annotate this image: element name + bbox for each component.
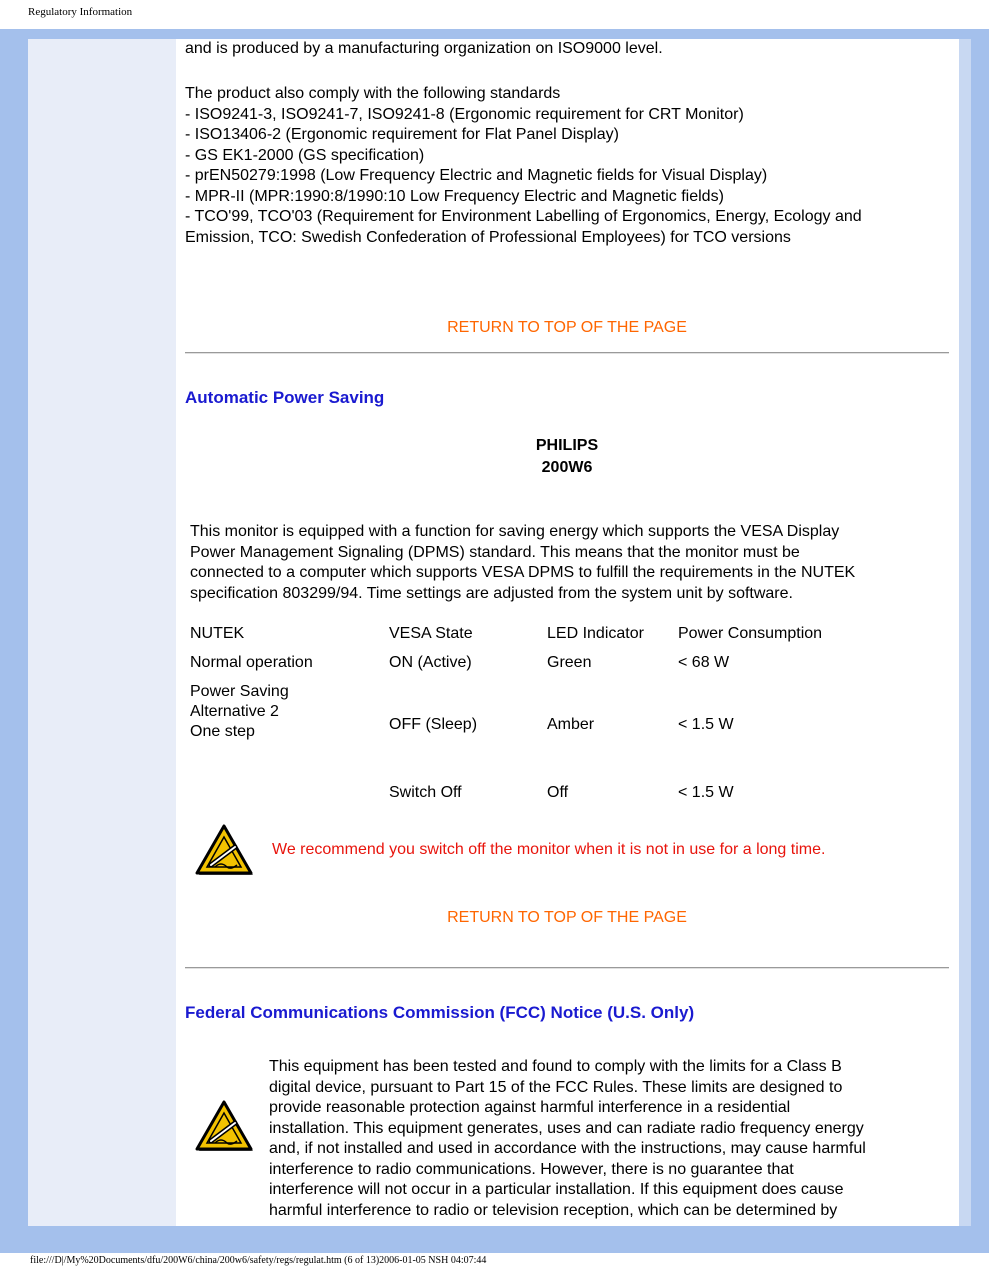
table-cell: < 68 W bbox=[678, 654, 730, 671]
left-panel bbox=[28, 39, 176, 1226]
standards-line: Emission, TCO: Swedish Confederation of Professional Employees) for TCO versions bbox=[185, 228, 791, 246]
table-cell: Amber bbox=[547, 716, 595, 733]
recommendation-text: We recommend you switch off the monitor when it is not in use for a long time. bbox=[272, 841, 826, 858]
content-area bbox=[176, 39, 959, 1226]
table-header-led: LED Indicator bbox=[547, 625, 644, 642]
return-to-top-link[interactable]: RETURN TO TOP OF THE PAGE bbox=[447, 909, 687, 926]
paragraph-line: connected to a computer which supports VESA DPMS to fulfill the requirements in the NUTEK bbox=[190, 564, 856, 581]
table-cell: Alternative 2 bbox=[190, 703, 279, 720]
brand-name: PHILIPS bbox=[535, 437, 599, 454]
standards-line: - GS EK1-2000 (GS specification) bbox=[185, 146, 425, 164]
section-divider bbox=[185, 352, 949, 354]
table-cell: < 1.5 W bbox=[678, 784, 734, 801]
right-stripe bbox=[959, 39, 971, 1226]
paragraph-line: This equipment has been tested and found to comply with the limits for a Class B bbox=[269, 1058, 842, 1075]
table-header-power: Power Consumption bbox=[678, 625, 823, 642]
paragraph-line: specification 803299/94. Time settings are adjusted from the system unit by software. bbox=[190, 584, 793, 602]
table-cell: Power Saving bbox=[190, 683, 289, 700]
warning-pencil-icon bbox=[193, 1099, 255, 1153]
standards-line: The product also comply with the following standards bbox=[185, 85, 561, 102]
standards-line: - prEN50279:1998 (Low Frequency Electric and Magnetic fields for Visual Display) bbox=[185, 167, 768, 184]
section-divider bbox=[185, 967, 949, 969]
table-header-nutek: NUTEK bbox=[190, 625, 245, 642]
warning-pencil-icon bbox=[193, 823, 255, 877]
table-cell: Normal operation bbox=[190, 654, 313, 671]
standards-line: - ISO9241-3, ISO9241-7, ISO9241-8 (Ergonomic requirement for CRT Monitor) bbox=[185, 105, 744, 123]
standards-line: - TCO'99, TCO'03 (Requirement for Environment Labelling of Ergonomics, Energy, Ecology and bbox=[185, 208, 862, 225]
fcc-title: Federal Communications Commission (FCC) Notice (U.S. Only) bbox=[185, 1003, 695, 1022]
print-header-title: Regulatory Information bbox=[28, 6, 133, 18]
paragraph-line: This monitor is equipped with a function for saving energy which supports the VESA Display bbox=[190, 523, 840, 540]
standards-list bbox=[185, 84, 862, 248]
table-header-vesa: VESA State bbox=[389, 625, 473, 642]
paragraph-line: and, if not installed and used in accordance with the instructions, may cause harmful bbox=[269, 1140, 866, 1157]
paragraph-line: installation. This equipment generates, uses and can radiate radio frequency energy bbox=[269, 1119, 864, 1137]
paragraph-line: Power Management Signaling (DPMS) standard. This means that the monitor must be bbox=[190, 543, 800, 561]
standards-line: - MPR-II (MPR:1990:8/1990:10 Low Frequency Electric and Magnetic fields) bbox=[185, 187, 724, 205]
power-saving-title: Automatic Power Saving bbox=[185, 388, 385, 407]
table-cell: Off bbox=[547, 784, 569, 801]
power-saving-paragraph bbox=[190, 522, 910, 604]
table-cell: Switch Off bbox=[389, 784, 462, 801]
standards-line: - ISO13406-2 (Ergonomic requirement for Flat Panel Display) bbox=[185, 126, 619, 143]
print-footer-path: file:///D|/My%20Documents/dfu/200W6/china/200w6/safety/regs/regulat.htm (6 of 13)2006-01-05 NSH 04:07:44 bbox=[30, 1255, 487, 1266]
paragraph-line: digital device, pursuant to Part 15 of the FCC Rules. These limits are designed to bbox=[269, 1078, 843, 1096]
paragraph-line: harmful interference to radio or television reception, which can be determined by bbox=[269, 1201, 838, 1219]
standards-intro-tail: and is produced by a manufacturing organization on ISO9000 level. bbox=[185, 40, 663, 57]
fcc-paragraph bbox=[269, 1057, 919, 1221]
table-cell: ON (Active) bbox=[389, 654, 472, 671]
model-name: 200W6 bbox=[541, 459, 593, 476]
return-to-top-link[interactable]: RETURN TO TOP OF THE PAGE bbox=[447, 319, 687, 336]
paragraph-line: provide reasonable protection against harmful interference in a residential bbox=[269, 1099, 791, 1116]
table-cell: OFF (Sleep) bbox=[389, 716, 478, 733]
table-cell: One step bbox=[190, 723, 255, 740]
table-cell: Green bbox=[547, 654, 592, 671]
table-cell: < 1.5 W bbox=[678, 716, 734, 733]
paragraph-line: interference will not occur in a particular installation. If this equipment does cause bbox=[269, 1181, 844, 1198]
paragraph-line: interference to radio communications. However, there is no guarantee that bbox=[269, 1160, 794, 1178]
